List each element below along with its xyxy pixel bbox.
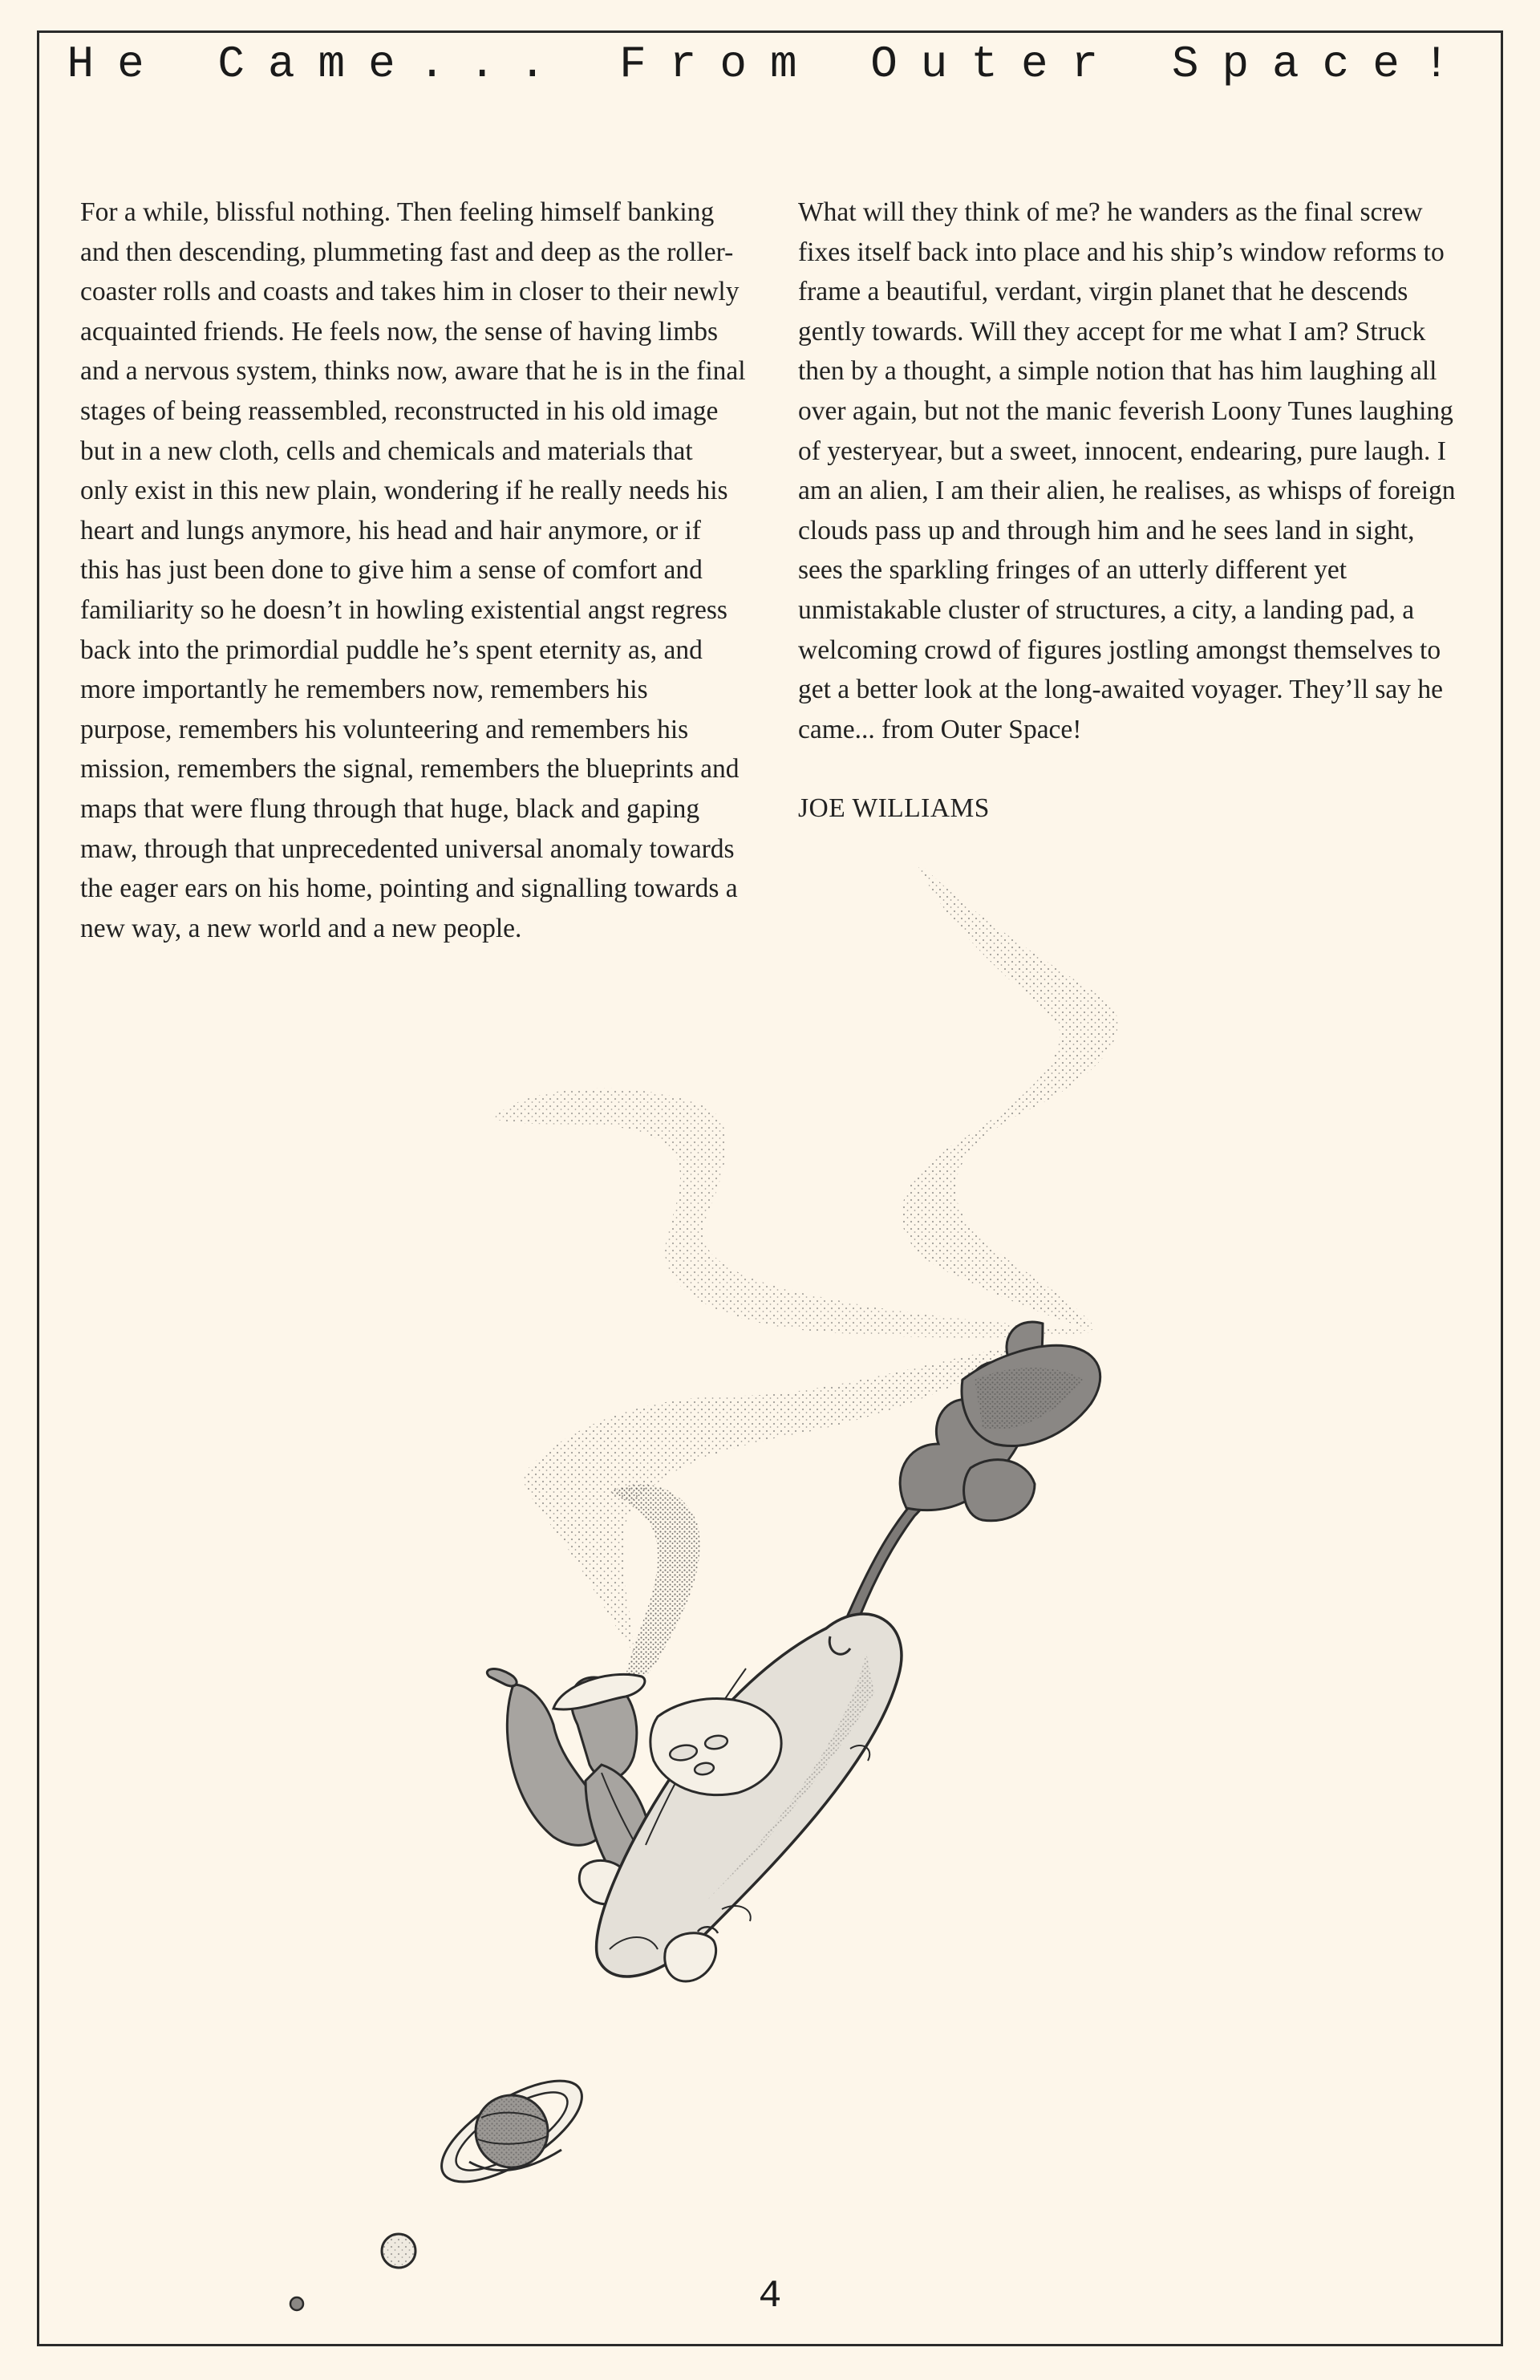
page-number: 4 <box>758 2275 782 2318</box>
small-moon <box>382 2234 415 2268</box>
author-byline: JOE WILLIAMS <box>798 793 990 824</box>
story-paragraph: For a while, blissful nothing. Then feeling himself banking and then descending, plummeting fast and deep as the roller-coaster rolls and coasts and takes him in closer to their newly acquainted friends. He feels now, the sense of having limbs and a nervous system, thinks now, aware that he is in the final stages of being reassembled, reconstructed in his old image but in a new cloth, cells and chemicals and materials that only exist in this new plain, wondering if he really needs his heart and lungs anymore, his head and hair anymore, or if this has just been done to give him a sense of comfort and familiarity so he doesn’t in howling existential angst regress back into the primordial puddle he’s spent eternity as, and more importantly he remembers now, remembers his purpose, remembers his volunteering and remembers his mission, remembers the signal, remembers the blueprints and maps that were flung through that huge, black and gaping maw, through that unprecedented universal anomaly towards the eager ears on his home, pointing and signalling towards a new way, a new world and a new people. <box>80 197 746 943</box>
smoke-trail <box>493 858 1118 1681</box>
story-paragraph: What will they think of me? he wanders as the final screw fixes itself back into place and his ship’s window reforms to frame a beautiful, verdant, virgin planet that he descends gently towards. Will they accept for me what I am? Struck then by a thought, a simple notion that has him laughing all over again, but not the manic feverish Loony Tunes laughing of yesteryear, but a sweet, innocent, endearing, pure laugh. I am an alien, I am their alien, he realises, as whisps of foreign clouds pass up and through him and he sees land in sight, sees the sparkling fringes of an utterly different yet unmistakable cluster of structures, a city, a landing pad, a welcoming crowd of figures jostling amongst themselves to get a better look at the long-awaited voyager. They’ll say he came... from Outer Space! <box>798 197 1456 744</box>
ringed-planet <box>427 2062 597 2201</box>
story-title: He Came... From Outer Space! <box>67 39 1473 90</box>
